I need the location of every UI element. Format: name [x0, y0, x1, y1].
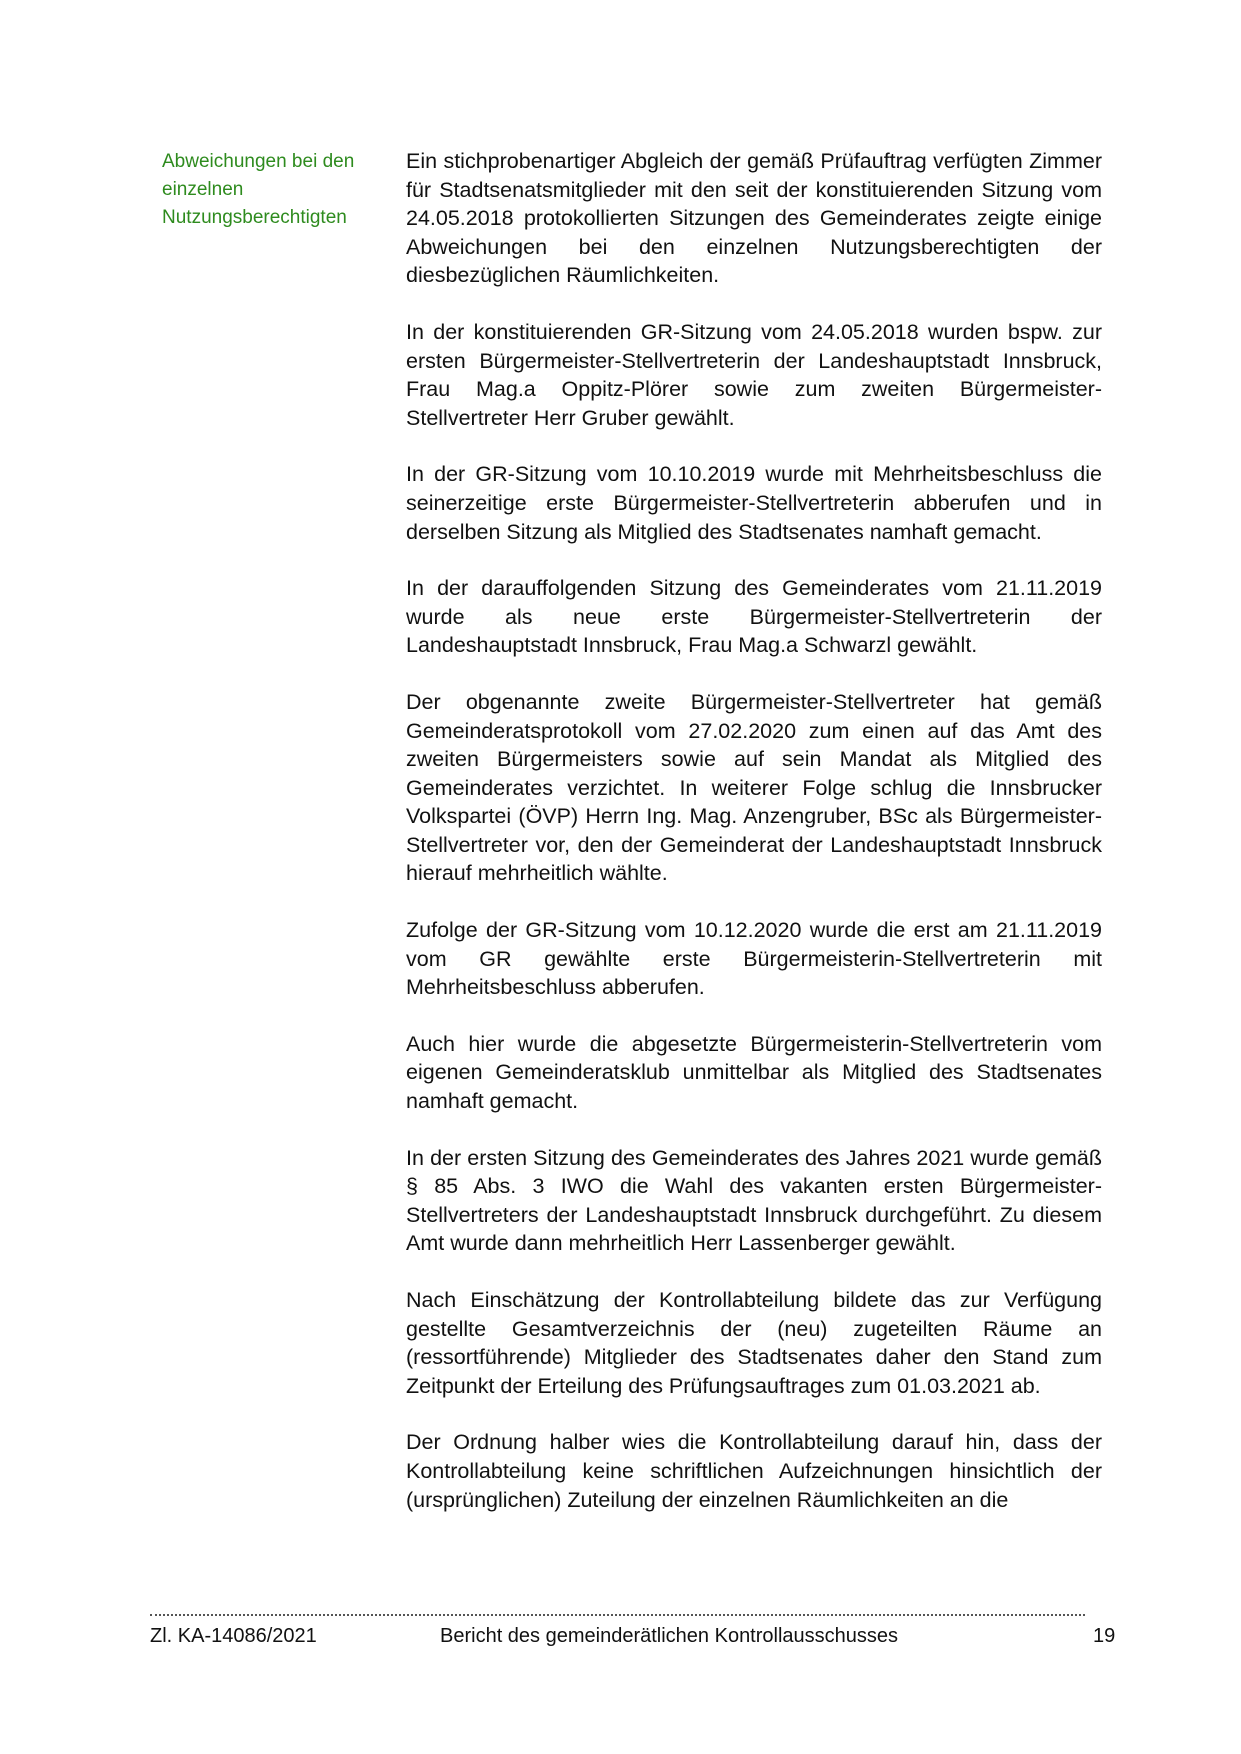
paragraph: Ein stichprobenartiger Abgleich der gemäß Prüfauftrag verfügten Zimmer für Stadtsenatsmitglieder mit den seit der konstituierenden Sitzung vom 24.05.2018 protokollierten Sitzungen des Gemeinderates zeigte einige Abweichungen bei den einzelnen Nutzungsberechtigten der diesbezüglichen Räumlichkeiten.	[406, 149, 1102, 288]
sidebar-heading-line: Nutzungsberechtigten	[162, 207, 347, 228]
paragraph: Nach Einschätzung der Kontrollabteilung bildete das zur Verfügung gestellte Gesamtverzeichnis der (neu) zugeteilten Räume an (ressortführende) Mitglieder des Stadtsenates daher den Stand zum Zeitpunkt der Erteilung des Prüfungsauftrages zum 01.03.2021 ab.	[406, 1288, 1102, 1398]
sidebar-heading-line: einzelnen	[162, 179, 244, 200]
footer-divider	[150, 1614, 1085, 1616]
page-footer	[150, 1622, 1120, 1652]
paragraph: Zufolge der GR-Sitzung vom 10.12.2020 wurde die erst am 21.11.2019 vom GR gewählte erste Bürgermeisterin-Stellvertreterin mit Mehrheitsbeschluss abberufen.	[406, 918, 1102, 1000]
paragraph: In der konstituierenden GR-Sitzung vom 24.05.2018 wurden bspw. zur ersten Bürgermeister-Stellvertreterin der Landeshauptstadt Innsbruck, Frau Mag.a Oppitz-Plörer sowie zum zweiten Bürgermeister-Stellvertreter Herr Gruber gewählt.	[406, 319, 1102, 430]
paragraph: Auch hier wurde die abgesetzte Bürgermeisterin-Stellvertreterin vom eigenen Gemeinderatsklub unmittelbar als Mitglied des Stadtsenates namhaft gemacht.	[406, 1031, 1102, 1114]
body-text	[406, 147, 1102, 1514]
sidebar-heading	[162, 148, 382, 232]
paragraph: Der Ordnung halber wies die Kontrollabteilung darauf hin, dass der Kontrollabteilung keine schriftlichen Aufzeichnungen hinsichtlich der (ursprünglichen) Zuteilung der einzelnen Räumlichkeiten an die	[406, 1430, 1102, 1512]
paragraph: Der obgenannte zweite Bürgermeister-Stellvertreter hat gemäß Gemeinderatsprotokoll vom 27.02.2020 zum einen auf das Amt des zweiten Bürgermeisters sowie auf sein Mandat als Mitglied des Gemeinderates verzichtet. In weiterer Folge schlug die Innsbrucker Volkspartei (ÖVP) Herrn Ing. Mag. Anzengruber, BSc als Bürgermeister-Stellvertreter vor, den der Gemeinderat der Landeshauptstadt Innsbruck hierauf mehrheitlich wählte.	[406, 689, 1102, 886]
paragraph: In der darauffolgenden Sitzung des Gemeinderates vom 21.11.2019 wurde als neue erste Bürgermeister-Stellvertreterin der Landeshauptstadt Innsbruck, Frau Mag.a Schwarzl gewählt.	[406, 576, 1102, 658]
document-reference: Zl. KA-14086/2021	[150, 1625, 317, 1647]
paragraph: In der GR-Sitzung vom 10.10.2019 wurde mit Mehrheitsbeschluss die seinerzeitige erste Bürgermeister-Stellvertreterin abberufen und in derselben Sitzung als Mitglied des Stadtsenates namhaft gemacht.	[406, 462, 1102, 544]
paragraph: In der ersten Sitzung des Gemeinderates des Jahres 2021 wurde gemäß § 85 Abs. 3 IWO die Wahl des vakanten ersten Bürgermeister-Stellvertreters der Landeshauptstadt Innsbruck durchgeführt. Zu diesem Amt wurde dann mehrheitlich Herr Lassenberger gewählt.	[406, 1145, 1102, 1256]
page-number: 19	[1093, 1625, 1116, 1647]
sidebar-heading-line: Abweichungen bei den	[162, 151, 355, 172]
report-title: Bericht des gemeinderätlichen Kontrollausschusses	[440, 1625, 899, 1647]
